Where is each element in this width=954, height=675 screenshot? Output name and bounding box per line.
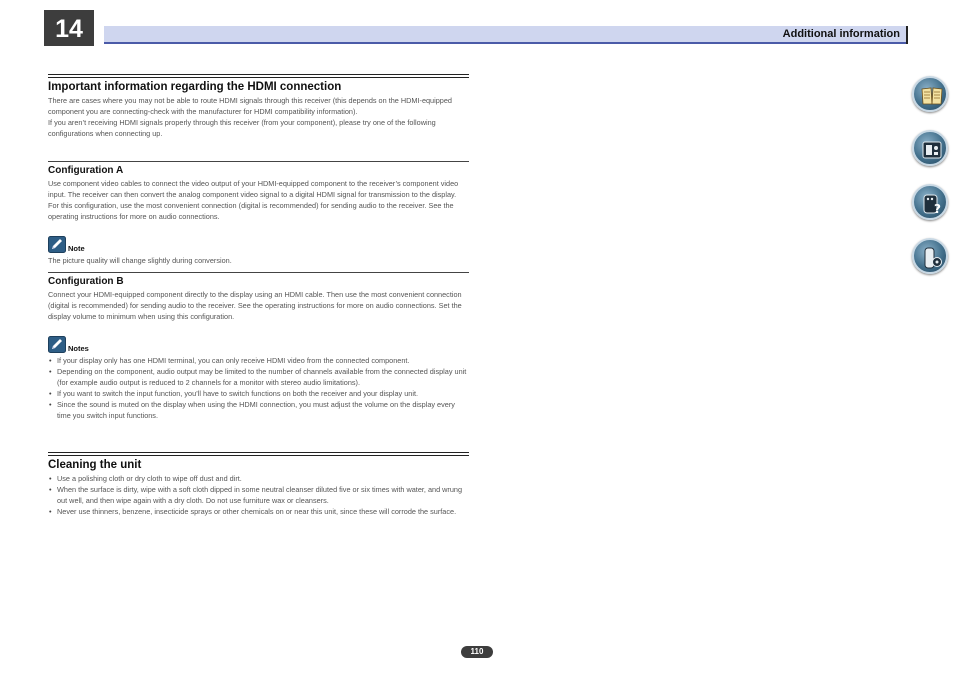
config-b-title: Configuration B <box>48 276 124 287</box>
config-a-title: Configuration A <box>48 165 124 176</box>
section-title-hdmi: Important information regarding the HDMI connection <box>48 81 342 93</box>
section-title-cleaning: Cleaning the unit <box>48 459 142 471</box>
cleaning-section <box>48 452 469 517</box>
chapter-number: 14 <box>44 10 94 46</box>
note-label: Note <box>68 244 85 253</box>
list-item: • Since the sound is muted on the display when using the HDMI connection, you must adjust the volume on the display every time you switch input functions. <box>48 399 469 421</box>
book-icon <box>920 84 944 108</box>
nav-button-contents[interactable] <box>912 76 948 112</box>
list-item: • If your display only has one HDMI terminal, you can only receive HDMI video from the connected component. <box>48 355 469 366</box>
config-a-text: Use component video cables to connect the video output of your HDMI-equipped component to the receiver’s component video input. The receiver can then convert the analog component video signal to a digital HDMI signal for transmission to the display. For this configuration, use the most convenient connection (digital is recommended) for sending audio to the receiver. See the operating instructions for more on audio connections. <box>48 179 459 221</box>
config-a-note-text: The picture quality will change slightly during conversion. <box>48 256 232 265</box>
note-pencil-icon <box>48 336 66 353</box>
cleaning-list <box>48 473 469 517</box>
remote-help-icon <box>920 192 944 216</box>
remote-settings-icon <box>920 246 944 270</box>
chapter-header-bar <box>104 26 908 44</box>
notes-label: Notes <box>68 344 89 353</box>
svg-text:?: ? <box>934 202 941 216</box>
list-item: • Never use thinners, benzene, insecticide sprays or other chemicals on or near this unit, since these will corrode the surface. <box>48 506 469 517</box>
config-b-section <box>48 272 469 421</box>
subsection-rule <box>48 161 469 162</box>
nav-button-receiver[interactable] <box>912 130 948 166</box>
hdmi-paragraph-1: There are cases where you may not be able to route HDMI signals through this receiver (this depends on the HDMI-equipped component you are connecting-check with the manufacturer for HDMI compatibility information). <box>48 96 452 116</box>
list-item: • Depending on the component, audio output may be limited to the number of channels available from the connected display unit (for example audio output is reduced to 2 channels for a monitor with stereo audio limitations). <box>48 366 469 388</box>
list-item: • Use a polishing cloth or dry cloth to wipe off dust and dirt. <box>48 473 469 484</box>
note-heading <box>48 236 469 253</box>
nav-button-remote-settings[interactable] <box>912 238 948 274</box>
config-b-notes-list <box>48 355 469 421</box>
section-rule <box>48 74 469 78</box>
list-item: • When the surface is dirty, wipe with a soft cloth dipped in some neutral cleanser diluted five or six times with water, and wrung out well, and then wipe again with a dry cloth. Do not use furniture wax or cleansers. <box>48 484 469 506</box>
header-end-cap <box>906 26 908 44</box>
hdmi-paragraph-2: If you aren’t receiving HDMI signals properly through this receiver (from your component), please try one of the following configurations when connecting up. <box>48 118 436 138</box>
config-b-text: Connect your HDMI-equipped component directly to the display using an HDMI cable. Then use the most convenient connection (digital is recommended) for sending audio to the receiver. See the operating instructions for more on audio connections. Set the display volume to minimum when using this configuration. <box>48 290 462 321</box>
page-number: 110 <box>461 646 493 658</box>
list-item: • If you want to switch the input function, you’ll have to switch functions on both the receiver and your display unit. <box>48 388 469 399</box>
chapter-title: Additional information <box>782 28 900 40</box>
note-pencil-icon <box>48 236 66 253</box>
nav-button-remote-help[interactable] <box>912 184 948 220</box>
subsection-rule <box>48 272 469 273</box>
notes-heading <box>48 336 469 353</box>
config-a-section <box>48 161 469 266</box>
receiver-icon <box>920 138 944 162</box>
hdmi-section <box>48 74 469 139</box>
section-rule <box>48 452 469 456</box>
